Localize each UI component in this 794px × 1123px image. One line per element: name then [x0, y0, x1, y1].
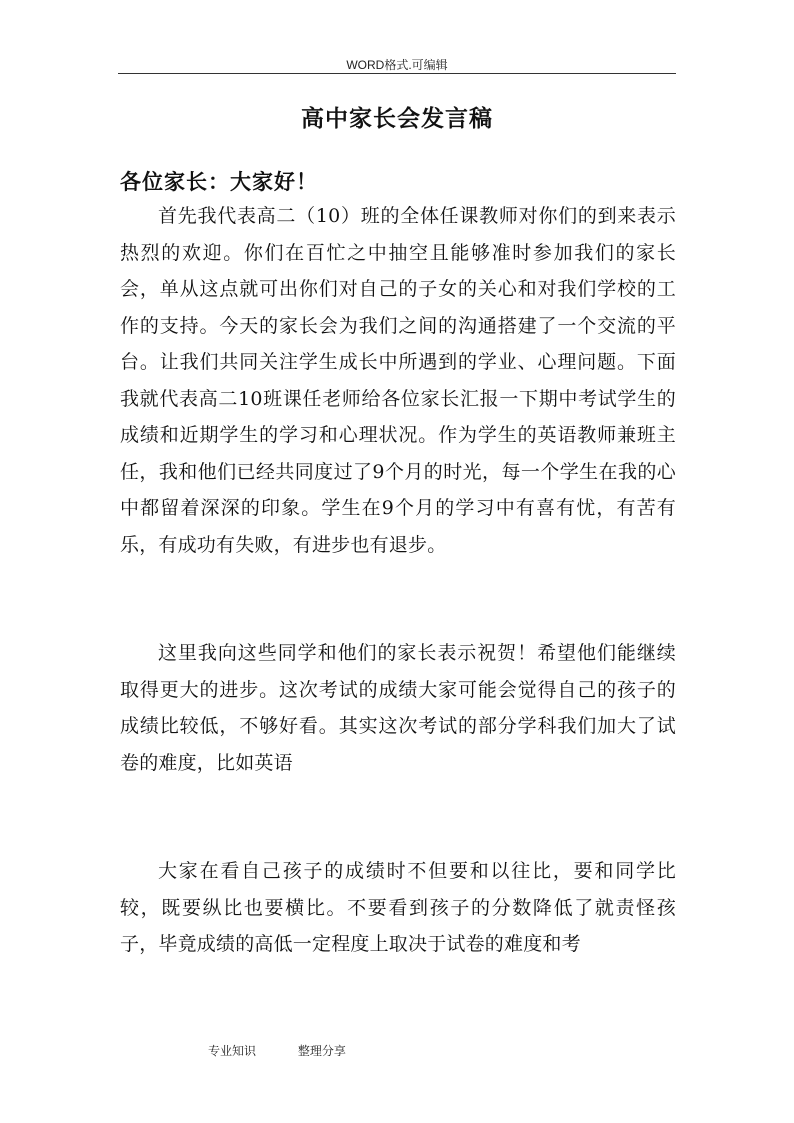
document-body [120, 198, 676, 963]
paragraph-gap [120, 781, 676, 817]
salutation: 各位家长：大家好！ [120, 169, 318, 194]
page-header: WORD格式.可编辑 [346, 58, 448, 72]
paragraph-2: 这里我向这些同学和他们的家长表示祝贺！希望他们能继续取得更大的进步。这次考试的成绩大家可能会觉得自己的孩子的成绩比较低，不够好看。其实这次考试的部分学科我们加大了试卷的难度，比如英语 [120, 642, 676, 774]
paragraph-3: 大家在看自己孩子的成绩时不但要和以往比，要和同学比较，既要纵比也要横比。不要看到孩子的分数降低了就责怪孩子，毕竟成绩的高低一定程度上取决于试卷的难度和考 [120, 860, 676, 955]
paragraph-gap [120, 599, 676, 635]
document-title: 高中家长会发言稿 [301, 105, 493, 132]
paragraph-gap [120, 817, 676, 853]
footer-left-text: 专业知识 [208, 1044, 257, 1058]
paragraph-1: 首先我代表高二（10）班的全体任课教师对你们的到来表示热烈的欢迎。你们在百忙之中抽空且能够准时参加我们的家长会，单从这点就可出你们对自己的子女的关心和对我们学校的工作的支持。今天的家长会为我们之间的沟通搭建了一个交流的平台。让我们共同关注学生成长中所遇到的学业、心理问题。下面我就代表高二10班课任老师给各位家长汇报一下期中考试学生的成绩和近期学生的学习和心理状况。作为学生的英语教师兼班主任，我和他们已经共同度过了9个月的时光，每一个学生在我的心中都留着深深的印象。学生在9个月的学习中有喜有忧，有苦有乐，有成功有失败，有进步也有退步。 [120, 205, 676, 556]
header-divider [118, 73, 676, 74]
footer-right-text: 整理分享 [297, 1044, 346, 1058]
paragraph-gap [120, 563, 676, 599]
page-footer [208, 1042, 384, 1059]
